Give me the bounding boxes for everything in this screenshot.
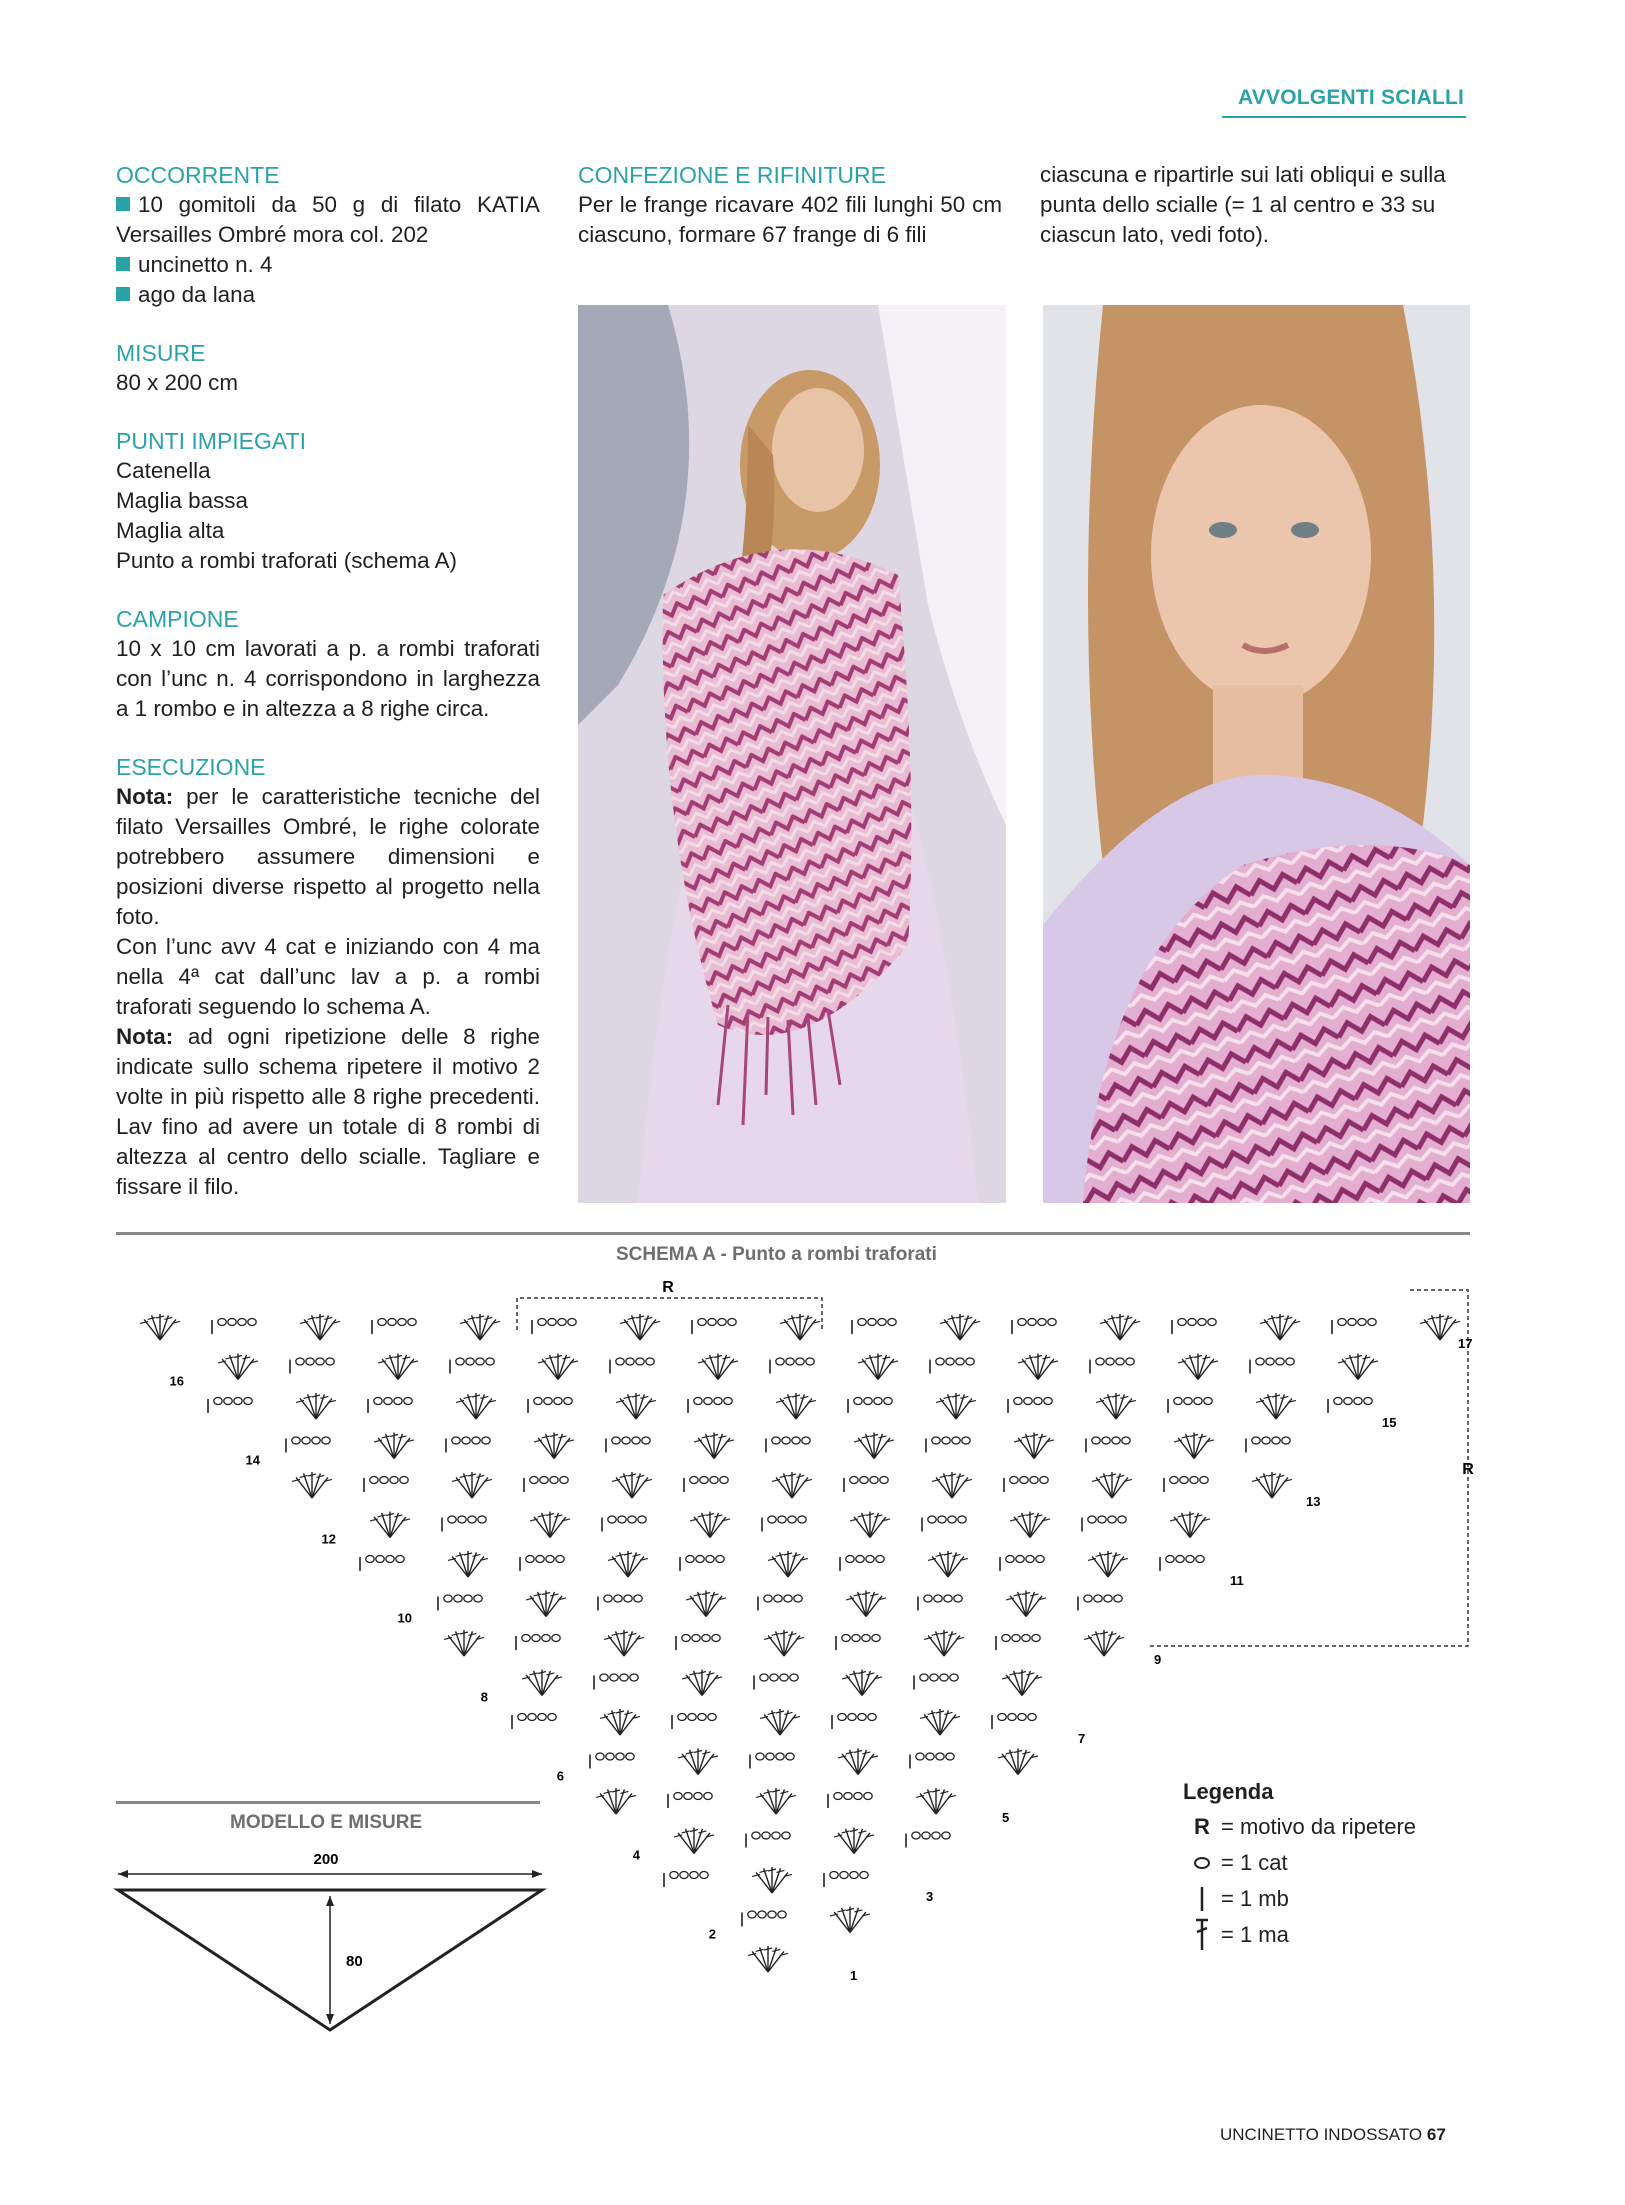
chain-group	[742, 1911, 786, 1927]
fan-motif	[522, 1670, 562, 1696]
chain-group	[914, 1674, 958, 1690]
misure-text: 80 x 200 cm	[116, 370, 238, 395]
chain-group	[208, 1398, 252, 1414]
width-arrow-left-icon	[118, 1870, 128, 1878]
row-number-left: 10	[397, 1610, 412, 1626]
chain-group	[1004, 1477, 1048, 1493]
fan-motif	[682, 1670, 722, 1696]
chain-group	[360, 1556, 404, 1572]
chain-group	[598, 1595, 642, 1611]
chain-group	[918, 1595, 962, 1611]
fan-motif	[850, 1512, 890, 1538]
chain-group	[680, 1556, 724, 1572]
punti-section	[116, 426, 540, 576]
double-crochet-icon	[1183, 1918, 1221, 1952]
punti-item: Punto a rombi traforati (schema A)	[116, 548, 457, 573]
chain-group	[1008, 1398, 1052, 1414]
row-number-right: 7	[1078, 1731, 1086, 1746]
fan-motif	[1018, 1354, 1058, 1380]
fan-motif	[932, 1472, 972, 1498]
fan-motif	[924, 1630, 964, 1656]
fan-motif	[1178, 1354, 1218, 1380]
fan-motif	[1084, 1630, 1124, 1656]
chain-group	[516, 1635, 560, 1651]
chain-group	[1078, 1595, 1122, 1611]
fan-motif	[600, 1709, 640, 1735]
fan-motif	[448, 1551, 488, 1577]
chain-group	[844, 1477, 888, 1493]
chain-group	[922, 1516, 966, 1532]
fan-motif	[1010, 1512, 1050, 1538]
chain-group	[1082, 1516, 1126, 1532]
fan-motif	[936, 1393, 976, 1419]
width-arrow-right-icon	[532, 1870, 542, 1878]
repeat-label-right: R	[1462, 1461, 1474, 1478]
legend-row-single	[1183, 1881, 1416, 1917]
chain-group	[594, 1674, 638, 1690]
modello-title: MODELLO E MISURE	[230, 1812, 423, 1833]
legend-text-single: = 1 mb	[1221, 1886, 1289, 1911]
fan-motif	[1170, 1512, 1210, 1538]
footer-magazine: UNCINETTO INDOSSATO	[1220, 2125, 1423, 2144]
fan-motif	[1260, 1314, 1300, 1340]
fan-motif	[292, 1472, 332, 1498]
fan-motif	[690, 1512, 730, 1538]
width-label: 200	[313, 1851, 339, 1868]
shawl-schematic	[110, 1840, 550, 2040]
bullet-square-icon	[116, 287, 130, 301]
confezione-text-cont: ciascuna e ripartirle sui lati obliqui e sulla punta dello scialle (= 1 al centro e 33 su ciascun lato, vedi foto).	[1040, 162, 1446, 247]
chain-group	[684, 1477, 728, 1493]
fan-motif	[854, 1433, 894, 1459]
fan-motif	[768, 1551, 808, 1577]
photo-model-back-illustration	[578, 305, 1006, 1203]
chain-group	[1160, 1556, 1204, 1572]
fan-motif	[998, 1749, 1038, 1775]
fan-motif	[534, 1433, 574, 1459]
chain-group	[676, 1635, 720, 1651]
fan-motif	[1014, 1433, 1054, 1459]
schema-title: SCHEMA A - Punto a rombi traforati	[616, 1244, 937, 1265]
chain-group	[754, 1674, 798, 1690]
row-number-left: 16	[169, 1373, 184, 1389]
campione-text: 10 x 10 cm lavorati a p. a rombi traforati con l’unc n. 4 corrispondono in larghezza a 1 rombo e in altezza a 8 righe circa.	[116, 636, 540, 721]
chain-group	[1246, 1437, 1290, 1453]
chain-group	[664, 1872, 708, 1888]
repeat-label-top: R	[662, 1279, 674, 1296]
chain-group	[746, 1832, 790, 1848]
fan-motif	[452, 1472, 492, 1498]
fan-motif	[300, 1314, 340, 1340]
fan-motif	[596, 1788, 636, 1814]
legend	[1183, 1779, 1416, 1953]
fan-motif	[834, 1828, 874, 1854]
chain-group	[910, 1753, 954, 1769]
fan-motif	[296, 1393, 336, 1419]
fan-motif	[686, 1591, 726, 1617]
bullet-square-icon	[116, 257, 130, 271]
column-right	[1040, 160, 1470, 250]
confezione-title: CONFEZIONE E RIFINITURE	[578, 162, 886, 188]
fan-motif	[698, 1354, 738, 1380]
punti-item: Catenella	[116, 458, 211, 483]
occorrente-item: uncinetto n. 4	[116, 250, 540, 280]
fan-motif	[940, 1314, 980, 1340]
fan-motif	[1338, 1354, 1378, 1380]
row-number-right: 13	[1306, 1494, 1321, 1509]
fan-motif	[604, 1630, 644, 1656]
fan-motif	[1256, 1393, 1296, 1419]
row-number-left: 8	[480, 1689, 488, 1705]
header-rule	[1222, 116, 1466, 118]
fan-motif	[1252, 1472, 1292, 1498]
fan-motif	[764, 1630, 804, 1656]
row-number-left: 6	[556, 1768, 564, 1784]
fan-motif	[526, 1591, 566, 1617]
row-number-right: 15	[1382, 1415, 1397, 1430]
photo-model-back	[578, 305, 1006, 1203]
esecuzione-nota1: Nota: per le caratteristiche tecniche del filato Versailles Ombré, le righe colorate potrebbero assumere dimensioni e posizioni diverse rispetto al progetto nella foto.	[116, 784, 540, 929]
fan-motif	[378, 1354, 418, 1380]
punti-title: PUNTI IMPIEGATI	[116, 428, 306, 454]
chain-group	[762, 1516, 806, 1532]
chain-group	[1328, 1398, 1372, 1414]
fan-motif	[612, 1472, 652, 1498]
chain-group	[212, 1319, 256, 1335]
repeat-bracket-right	[1150, 1290, 1468, 1646]
fan-motif	[748, 1946, 788, 1972]
chain-group	[828, 1793, 872, 1809]
fan-motif	[842, 1670, 882, 1696]
chain-group	[590, 1753, 634, 1769]
row-number-left: 14	[245, 1452, 260, 1468]
bullet-square-icon	[116, 197, 130, 211]
chain-group	[1000, 1556, 1044, 1572]
single-crochet-icon	[1183, 1885, 1221, 1913]
chain-group	[692, 1319, 736, 1335]
chain-group	[688, 1398, 732, 1414]
photo-model-portrait	[1043, 305, 1470, 1203]
esecuzione-nota2: Nota: ad ogni ripetizione delle 8 righe indicate sullo schema ripetere il motivo 2 volte in più rispetto alle 8 righe precedenti. Lav fino ad avere un totale di 8 rombi di altezza al centro dello scialle. Tagliare e fissare il filo.	[116, 1024, 540, 1199]
chain-group	[836, 1635, 880, 1651]
chain-group	[528, 1398, 572, 1414]
legend-text-double: = 1 ma	[1221, 1922, 1289, 1947]
punti-item: Maglia alta	[116, 518, 225, 543]
chain-group	[1086, 1437, 1130, 1453]
fan-motif	[776, 1393, 816, 1419]
chain-group	[852, 1319, 896, 1335]
fan-motif	[140, 1314, 180, 1340]
chain-group	[672, 1714, 716, 1730]
fan-motif	[694, 1433, 734, 1459]
legend-row-double	[1183, 1917, 1416, 1953]
misure-title: MISURE	[116, 340, 206, 366]
legend-symbol-repeat: R	[1194, 1814, 1210, 1839]
occorrente-item: ago da lana	[116, 280, 540, 310]
chain-group	[450, 1358, 494, 1374]
chain-group	[848, 1398, 892, 1414]
row-number-left: 4	[632, 1847, 640, 1863]
chain-group	[770, 1358, 814, 1374]
row-number-right: 5	[1002, 1810, 1010, 1825]
esecuzione-title: ESECUZIONE	[116, 754, 266, 780]
row-number-right: 1	[850, 1968, 858, 1983]
fan-motif	[756, 1788, 796, 1814]
schema-rule	[116, 1232, 1470, 1235]
fan-motif	[678, 1749, 718, 1775]
fan-motif	[1096, 1393, 1136, 1419]
chain-group	[532, 1319, 576, 1335]
chain-stitch-icon	[1183, 1856, 1221, 1870]
chain-group	[442, 1516, 486, 1532]
row-number-right: 11	[1230, 1573, 1244, 1588]
fan-motif	[846, 1591, 886, 1617]
fan-motif	[460, 1314, 500, 1340]
fan-motif	[444, 1630, 484, 1656]
fan-motif	[370, 1512, 410, 1538]
page-footer	[1220, 2125, 1446, 2145]
esecuzione-para: Con l’unc avv 4 cat e iniziando con 4 ma nella 4ª cat dall’unc lav a p. a rombi traforati seguendo lo schema A.	[116, 934, 540, 1019]
row-number-right: 9	[1154, 1652, 1162, 1667]
height-label: 80	[346, 1953, 363, 1970]
fan-motif	[916, 1788, 956, 1814]
fan-motif	[1100, 1314, 1140, 1340]
chain-group	[512, 1714, 556, 1730]
fan-motif	[772, 1472, 812, 1498]
punti-item: Maglia bassa	[116, 488, 248, 513]
chain-group	[996, 1635, 1040, 1651]
row-number-left: 12	[321, 1531, 336, 1547]
chain-group	[1250, 1358, 1294, 1374]
fan-motif	[830, 1907, 870, 1933]
chain-group	[372, 1319, 416, 1335]
column-middle	[578, 160, 1002, 250]
chain-group	[286, 1437, 330, 1453]
esecuzione-section	[116, 752, 540, 1202]
fan-motif	[608, 1551, 648, 1577]
occorrente-title: OCCORRENTE	[116, 162, 280, 188]
row-number-left: 2	[708, 1926, 716, 1942]
chain-group	[364, 1477, 408, 1493]
fan-motif	[838, 1749, 878, 1775]
occorrente-item: 10 gomitoli da 50 g di filato KATIA Versailles Ombré mora col. 202	[116, 192, 540, 247]
chain-group	[520, 1556, 564, 1572]
chain-group	[1164, 1477, 1208, 1493]
chain-group	[1168, 1398, 1212, 1414]
legend-text-chain: = 1 cat	[1221, 1850, 1288, 1875]
chain-group	[610, 1358, 654, 1374]
chain-group	[368, 1398, 412, 1414]
row-number-right: 3	[926, 1889, 934, 1904]
height-arrow-top-icon	[326, 1896, 334, 1906]
chain-group	[1172, 1319, 1216, 1335]
chain-group	[766, 1437, 810, 1453]
fan-motif	[218, 1354, 258, 1380]
fan-motif	[620, 1314, 660, 1340]
fan-motif	[920, 1709, 960, 1735]
chain-group	[750, 1753, 794, 1769]
chain-group	[606, 1437, 650, 1453]
modello-rule	[116, 1801, 540, 1804]
legend-row-repeat	[1183, 1809, 1416, 1845]
chain-group	[840, 1556, 884, 1572]
fan-motif	[858, 1354, 898, 1380]
fan-motif	[760, 1709, 800, 1735]
fan-motif	[1002, 1670, 1042, 1696]
chain-group	[446, 1437, 490, 1453]
fan-motif	[538, 1354, 578, 1380]
section-title: AVVOLGENTI SCIALLI	[1238, 86, 1465, 109]
chain-group	[758, 1595, 802, 1611]
chain-group	[1332, 1319, 1376, 1335]
chain-group	[824, 1872, 868, 1888]
campione-section	[116, 604, 540, 724]
chain-group	[290, 1358, 334, 1374]
fan-motif	[752, 1867, 792, 1893]
confezione-text: Per le frange ricavare 402 fili lunghi 50 cm ciascuno, formare 67 frange di 6 fili	[578, 192, 1002, 247]
legend-row-chain	[1183, 1845, 1416, 1881]
legend-title: Legenda	[1183, 1779, 1274, 1804]
fan-motif	[1174, 1433, 1214, 1459]
fan-motif	[780, 1314, 820, 1340]
fan-motif	[456, 1393, 496, 1419]
fan-motif	[530, 1512, 570, 1538]
chain-group	[438, 1595, 482, 1611]
fan-motif	[1006, 1591, 1046, 1617]
height-arrow-bottom-icon	[326, 2014, 334, 2024]
fan-motif	[616, 1393, 656, 1419]
legend-text-repeat: = motivo da ripetere	[1221, 1814, 1417, 1839]
chain-group	[1012, 1319, 1056, 1335]
fan-motif	[1420, 1314, 1460, 1340]
photo-model-portrait-illustration	[1043, 305, 1470, 1203]
chain-group	[906, 1832, 950, 1848]
fan-motif	[374, 1433, 414, 1459]
fan-motif	[1088, 1551, 1128, 1577]
page-number: 67	[1426, 2125, 1446, 2144]
fan-motif	[928, 1551, 968, 1577]
chain-group	[668, 1793, 712, 1809]
occorrente-section	[116, 160, 540, 310]
campione-title: CAMPIONE	[116, 606, 239, 632]
row-number-right: 17	[1458, 1336, 1473, 1351]
chain-group	[926, 1437, 970, 1453]
chain-group	[1090, 1358, 1134, 1374]
chain-group	[992, 1714, 1036, 1730]
chain-group	[930, 1358, 974, 1374]
fan-motif	[674, 1828, 714, 1854]
column-left	[116, 160, 540, 1230]
chain-group	[524, 1477, 568, 1493]
misure-section	[116, 338, 540, 398]
chain-group	[602, 1516, 646, 1532]
fan-motif	[1092, 1472, 1132, 1498]
chain-group	[832, 1714, 876, 1730]
